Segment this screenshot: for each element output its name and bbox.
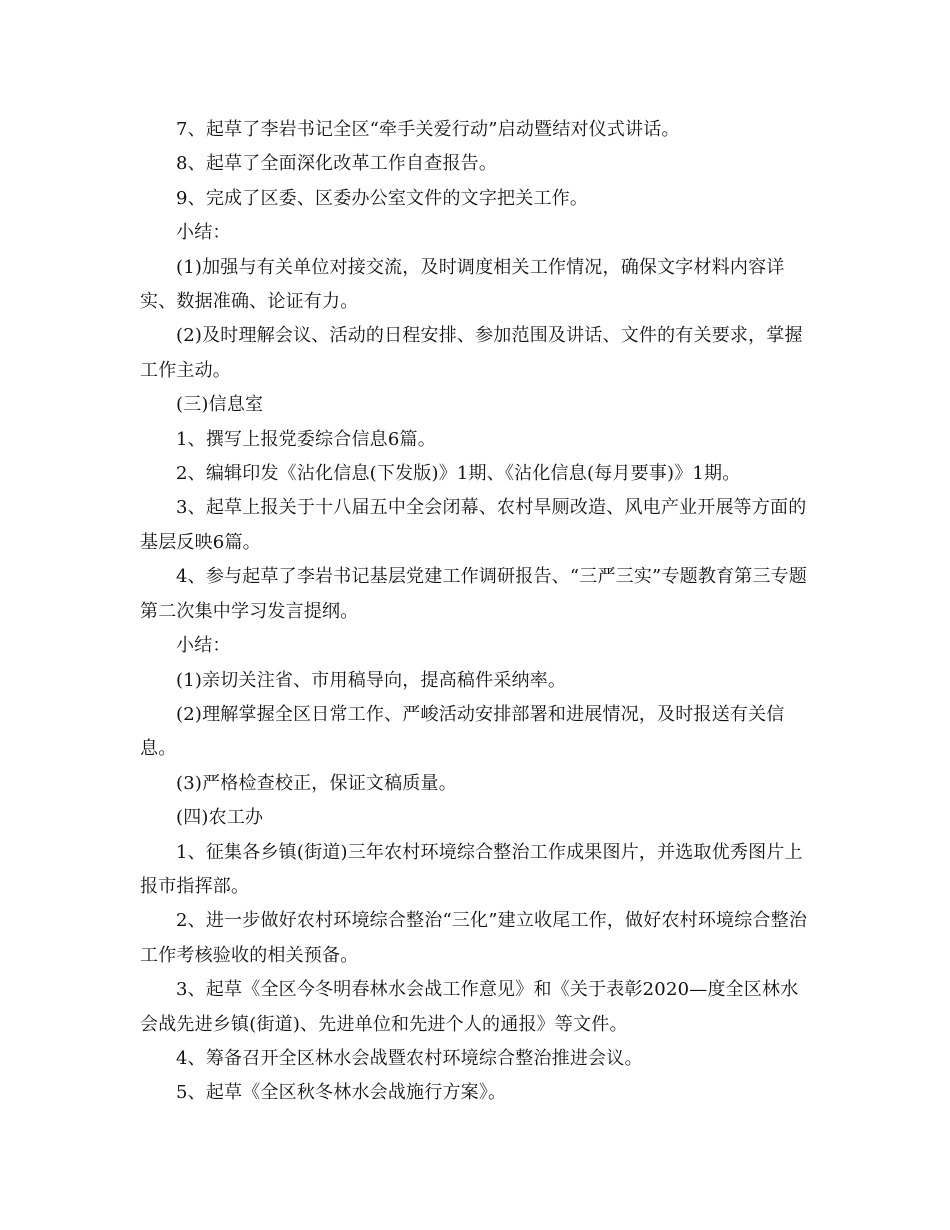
paragraph: (2)理解掌握全区日常工作、严峻活动安排部署和进展情况，及时报送有关信息。 [140,703,785,760]
paragraph: 9、完成了区委、区委办公室文件的文字把关工作。 [176,187,589,209]
paragraph: 4、筹备召开全区林水会战暨农村环境综合整治推进会议。 [176,1047,643,1069]
section-heading: (三)信息室 [176,394,264,416]
paragraph: 7、起草了李岩书记全区“牵手关爱行动”启动暨结对仪式讲话。 [176,119,680,140]
paragraph: (1)加强与有关单位对接交流，及时调度相关工作情况，确保文字材料内容详实、数据准确、论证有力。 [140,256,785,313]
paragraph: 2、编辑印发《沾化信息(下发版)》1期、《沾化信息(每月要事)》1期。 [176,463,741,485]
paragraph: 2、进一步做好农村环境综合整治“三化”建立收尾工作，做好农村环境综合整治工作考核验收的相关预备。 [140,910,808,966]
paragraph: (3)严格检查校正，保证文稿质量。 [176,772,457,794]
paragraph: 4、参与起草了李岩书记基层党建工作调研报告、“三严三实”专题教育第三专题第二次集中学习发言提纲。 [140,566,808,622]
paragraph: 1、征集各乡镇(街道)三年农村环境综合整治工作成果图片，并选取优秀图片上报市指挥部。 [140,841,803,897]
document-body [140,113,810,1111]
paragraph: 8、起草了全面深化改革工作自查报告。 [176,153,498,175]
paragraph: 1、撰写上报党委综合信息6篇。 [176,428,436,450]
paragraph: 3、起草《全区今冬明春林水会战工作意见》和《关于表彰2020—度全区林水会战先进乡镇(街道)、先进单位和先进个人的通报》等文件。 [140,979,799,1035]
paragraph: 3、起草上报关于十八届五中全会闭幕、农村旱厕改造、风电产业开展等方面的基层反映6篇。 [140,497,807,553]
summary-heading: 小结： [176,222,231,244]
paragraph: 5、起草《全区秋冬林水会战施行方案》。 [176,1082,507,1104]
summary-heading: 小结： [176,635,231,657]
paragraph: (2)及时理解会议、活动的日程安排、参加范围及讲话、文件的有关要求，掌握工作主动。 [140,325,803,381]
section-heading: (四)农工办 [176,807,264,829]
paragraph: (1)亲切关注省、市用稿导向，提高稿件采纳率。 [176,669,567,691]
